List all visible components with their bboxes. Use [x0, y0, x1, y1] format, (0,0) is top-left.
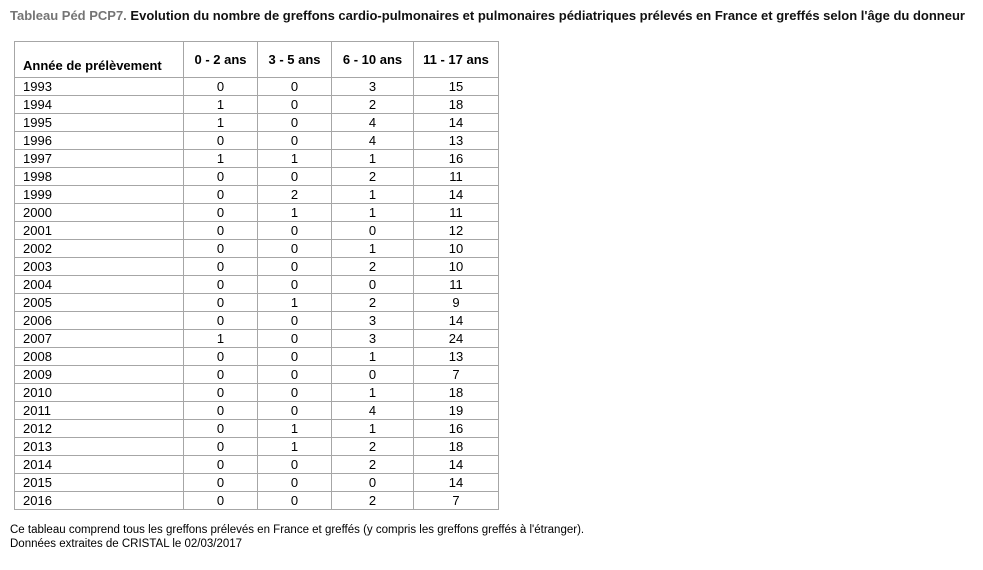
value-cell: 4 [332, 114, 414, 132]
value-cell: 0 [258, 456, 332, 474]
value-cell: 3 [332, 330, 414, 348]
value-cell: 1 [332, 420, 414, 438]
year-cell: 1997 [15, 150, 184, 168]
year-cell: 2003 [15, 258, 184, 276]
year-cell: 1995 [15, 114, 184, 132]
value-cell: 19 [414, 402, 499, 420]
table-row [15, 114, 499, 132]
value-cell: 2 [332, 456, 414, 474]
value-cell: 14 [414, 456, 499, 474]
value-cell: 0 [258, 222, 332, 240]
year-cell: 1994 [15, 96, 184, 114]
value-cell: 0 [184, 276, 258, 294]
value-cell: 0 [258, 402, 332, 420]
value-cell: 0 [184, 474, 258, 492]
value-cell: 0 [258, 348, 332, 366]
value-cell: 18 [414, 384, 499, 402]
table-row [15, 402, 499, 420]
table-row [15, 240, 499, 258]
value-cell: 1 [184, 96, 258, 114]
value-cell: 1 [332, 348, 414, 366]
year-cell: 2004 [15, 276, 184, 294]
value-cell: 7 [414, 492, 499, 510]
value-cell: 2 [332, 294, 414, 312]
year-cell: 1999 [15, 186, 184, 204]
value-cell: 0 [184, 240, 258, 258]
table-row [15, 150, 499, 168]
value-cell: 16 [414, 150, 499, 168]
value-cell: 0 [258, 258, 332, 276]
table-row [15, 258, 499, 276]
column-header-0-2: 0 - 2 ans [184, 42, 258, 78]
value-cell: 0 [258, 276, 332, 294]
value-cell: 1 [258, 294, 332, 312]
value-cell: 0 [184, 402, 258, 420]
year-cell: 2016 [15, 492, 184, 510]
value-cell: 13 [414, 348, 499, 366]
value-cell: 0 [258, 312, 332, 330]
value-cell: 1 [332, 204, 414, 222]
value-cell: 0 [184, 168, 258, 186]
column-header-11-17: 11 - 17 ans [414, 42, 499, 78]
value-cell: 0 [258, 96, 332, 114]
value-cell: 0 [258, 384, 332, 402]
value-cell: 0 [258, 132, 332, 150]
value-cell: 0 [184, 384, 258, 402]
grafts-by-donor-age-table [14, 41, 499, 510]
value-cell: 1 [332, 384, 414, 402]
footnote-scope: Ce tableau comprend tous les greffons prélevés en France et greffés (y compris les greffons greffés à l'étranger). [10, 524, 585, 536]
value-cell: 2 [332, 96, 414, 114]
year-cell: 1998 [15, 168, 184, 186]
value-cell: 14 [414, 114, 499, 132]
year-cell: 2008 [15, 348, 184, 366]
value-cell: 0 [258, 114, 332, 132]
value-cell: 0 [258, 492, 332, 510]
table-row [15, 366, 499, 384]
value-cell: 0 [258, 78, 332, 96]
value-cell: 3 [332, 78, 414, 96]
value-cell: 24 [414, 330, 499, 348]
value-cell: 11 [414, 204, 499, 222]
value-cell: 16 [414, 420, 499, 438]
year-cell: 2012 [15, 420, 184, 438]
value-cell: 0 [332, 222, 414, 240]
year-cell: 1996 [15, 132, 184, 150]
footnotes [10, 523, 983, 551]
table-body [15, 78, 499, 510]
value-cell: 9 [414, 294, 499, 312]
value-cell: 0 [258, 240, 332, 258]
value-cell: 1 [258, 420, 332, 438]
year-cell: 2007 [15, 330, 184, 348]
value-cell: 2 [332, 438, 414, 456]
value-cell: 0 [184, 492, 258, 510]
value-cell: 0 [184, 366, 258, 384]
value-cell: 1 [258, 150, 332, 168]
table-row [15, 312, 499, 330]
value-cell: 14 [414, 186, 499, 204]
table-row [15, 222, 499, 240]
value-cell: 1 [258, 438, 332, 456]
value-cell: 4 [332, 132, 414, 150]
table-row [15, 204, 499, 222]
value-cell: 0 [332, 474, 414, 492]
value-cell: 0 [184, 258, 258, 276]
value-cell: 14 [414, 312, 499, 330]
year-cell: 2014 [15, 456, 184, 474]
table-title-text: Evolution du nombre de greffons cardio-pulmonaires et pulmonaires pédiatriques prélevés en France et greffés selon l'âge du donneur [130, 8, 965, 23]
table-row [15, 294, 499, 312]
value-cell: 0 [184, 420, 258, 438]
year-cell: 1993 [15, 78, 184, 96]
column-header-3-5: 3 - 5 ans [258, 42, 332, 78]
value-cell: 11 [414, 276, 499, 294]
year-cell: 2011 [15, 402, 184, 420]
value-cell: 0 [184, 456, 258, 474]
value-cell: 10 [414, 240, 499, 258]
value-cell: 18 [414, 96, 499, 114]
value-cell: 1 [332, 150, 414, 168]
table-row [15, 186, 499, 204]
value-cell: 0 [258, 474, 332, 492]
value-cell: 2 [332, 168, 414, 186]
value-cell: 0 [184, 294, 258, 312]
value-cell: 1 [184, 150, 258, 168]
value-cell: 15 [414, 78, 499, 96]
year-cell: 2013 [15, 438, 184, 456]
value-cell: 0 [332, 276, 414, 294]
value-cell: 0 [184, 222, 258, 240]
year-cell: 2015 [15, 474, 184, 492]
footnote-source: Données extraites de CRISTAL le 02/03/2017 [10, 538, 243, 550]
value-cell: 11 [414, 168, 499, 186]
table-row [15, 456, 499, 474]
table-row [15, 438, 499, 456]
value-cell: 4 [332, 402, 414, 420]
table-row [15, 276, 499, 294]
year-cell: 2002 [15, 240, 184, 258]
table-row [15, 348, 499, 366]
table-row [15, 420, 499, 438]
value-cell: 0 [184, 78, 258, 96]
value-cell: 3 [332, 312, 414, 330]
value-cell: 1 [184, 330, 258, 348]
page-title [10, 8, 968, 24]
value-cell: 2 [258, 186, 332, 204]
year-cell: 2001 [15, 222, 184, 240]
year-cell: 2009 [15, 366, 184, 384]
table-row [15, 330, 499, 348]
value-cell: 0 [184, 186, 258, 204]
year-cell: 2006 [15, 312, 184, 330]
column-header-6-10: 6 - 10 ans [332, 42, 414, 78]
year-cell: 2010 [15, 384, 184, 402]
value-cell: 1 [332, 240, 414, 258]
value-cell: 0 [184, 438, 258, 456]
value-cell: 10 [414, 258, 499, 276]
value-cell: 0 [258, 330, 332, 348]
value-cell: 1 [184, 114, 258, 132]
value-cell: 1 [332, 186, 414, 204]
table-row [15, 132, 499, 150]
table-header-row [15, 42, 499, 78]
table-row [15, 474, 499, 492]
value-cell: 0 [332, 366, 414, 384]
table-row [15, 384, 499, 402]
value-cell: 7 [414, 366, 499, 384]
value-cell: 0 [184, 348, 258, 366]
value-cell: 0 [184, 312, 258, 330]
table-row [15, 168, 499, 186]
value-cell: 18 [414, 438, 499, 456]
table-row [15, 492, 499, 510]
value-cell: 0 [184, 132, 258, 150]
value-cell: 13 [414, 132, 499, 150]
value-cell: 0 [258, 168, 332, 186]
value-cell: 2 [332, 492, 414, 510]
value-cell: 0 [184, 204, 258, 222]
value-cell: 12 [414, 222, 499, 240]
value-cell: 2 [332, 258, 414, 276]
column-header-year: Année de prélèvement [15, 42, 184, 78]
year-cell: 2000 [15, 204, 184, 222]
value-cell: 0 [258, 366, 332, 384]
value-cell: 1 [258, 204, 332, 222]
year-cell: 2005 [15, 294, 184, 312]
value-cell: 14 [414, 474, 499, 492]
table-row [15, 78, 499, 96]
table-row [15, 96, 499, 114]
table-number-label: Tableau Péd PCP7. [10, 8, 127, 23]
